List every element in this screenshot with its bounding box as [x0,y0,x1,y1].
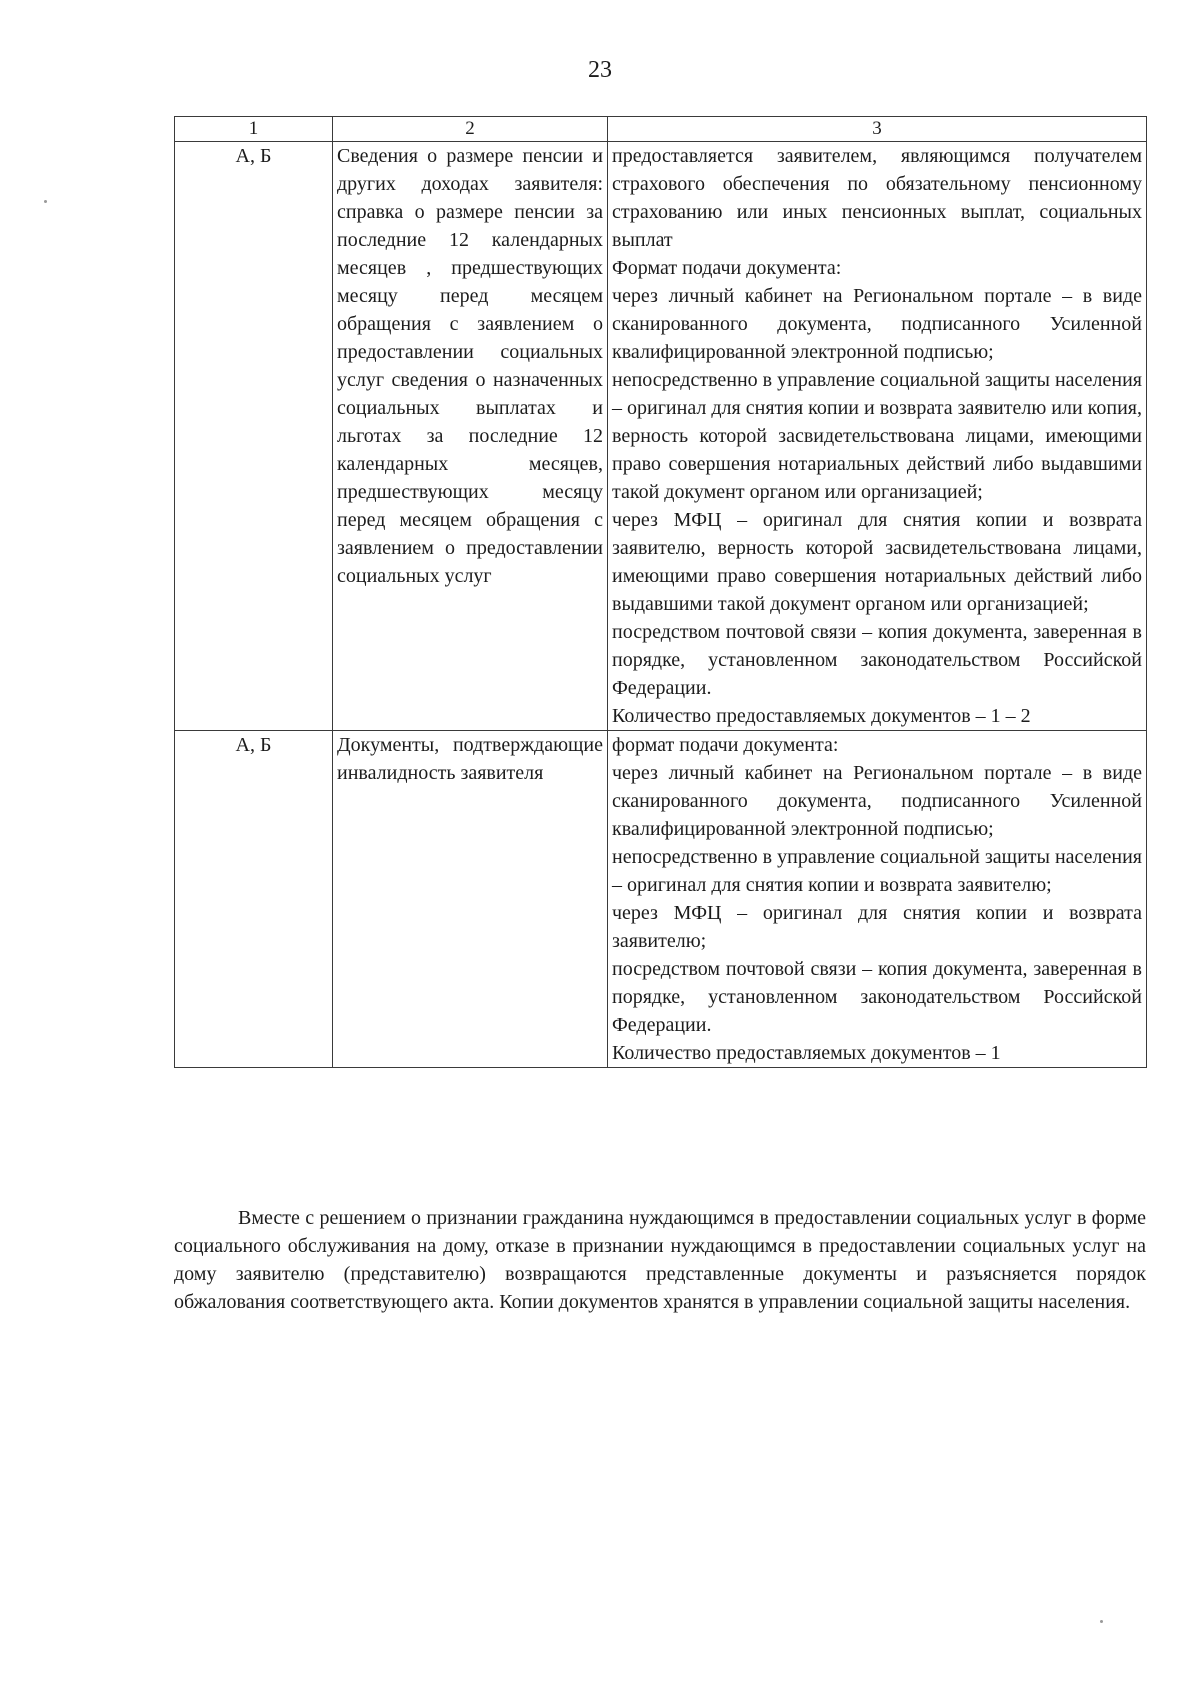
detail-line: Количество предоставляемых документов – 1 – 2 [612,705,1031,727]
detail-line: непосредственно в управление социальной защиты населения – оригинал для снятия копии и возврата заявителю или копия, верность которой засвидетельствована лицами, имеющими право совершения нотариальных действий либо выдавшими такой документ органом или организацией; [612,369,1142,503]
description-cell: Сведения о размере пенсии и других доходах заявителя: справка о размере пенсии за последние 12 календарных месяцев , предшествующих месяцу перед месяцем обращения с заявлением о предоставлении социальных услуг сведения о назначенных социальных выплатах и льготах за последние 12 календарных месяцев, предшествующих месяцу перед месяцем обращения с заявлением о предоставлении социальных услуг [333,142,608,731]
details-cell [608,142,1147,731]
detail-line: посредством почтовой связи – копия документа, заверенная в порядке, установленном законодательством Российской Федерации. [612,958,1142,1036]
detail-line: через МФЦ – оригинал для снятия копии и возврата заявителю; [612,902,1142,952]
category-cell: А, Б [175,142,333,731]
detail-line: Формат подачи документа: [612,257,842,279]
scan-speck [44,200,47,203]
detail-line: через личный кабинет на Региональном портале – в виде сканированного документа, подписанного Усиленной квалифицированной электронной подписью; [612,762,1142,840]
detail-line: непосредственно в управление социальной защиты населения – оригинал для снятия копии и возврата заявителю; [612,846,1142,896]
category-cell: А, Б [175,731,333,1068]
documents-table [174,116,1147,1068]
column-header-3: 3 [608,117,1147,142]
detail-line: через личный кабинет на Региональном портале – в виде сканированного документа, подписанного Усиленной квалифицированной электронной подписью; [612,285,1142,363]
closing-paragraph: Вместе с решением о признании гражданина нуждающимся в предоставлении социальных услуг в форме социального обслуживания на дому, отказе в признании нуждающимся в предоставлении социальных услуг на дому заявителю (представителю) возвращаются представленные документы и разъясняется порядок обжалования соответствующего акта. Копии документов хранятся в управлении социальной защиты населения. [174,1207,1146,1313]
page-number: 23 [588,57,612,83]
detail-line: через МФЦ – оригинал для снятия копии и возврата заявителю, верность которой засвидетельствована лицами, имеющими право совершения нотариальных действий либо выдавшими такой документ органом или организацией; [612,509,1142,615]
details-cell [608,731,1147,1068]
table-row [175,731,1147,1068]
detail-line: Количество предоставляемых документов – 1 [612,1042,1001,1064]
table-header-row [175,117,1147,142]
detail-line: формат подачи документа: [612,734,839,756]
detail-line: посредством почтовой связи – копия документа, заверенная в порядке, установленном законодательством Российской Федерации. [612,621,1142,699]
column-header-1: 1 [175,117,333,142]
table-row [175,142,1147,731]
description-cell: Документы, подтверждающие инвалидность заявителя [333,731,608,1068]
column-header-2: 2 [333,117,608,142]
detail-line: предоставляется заявителем, являющимся получателем страхового обеспечения по обязательному пенсионному страхованию или иных пенсионных выплат, социальных выплат [612,145,1142,251]
scan-speck [1100,1620,1103,1623]
